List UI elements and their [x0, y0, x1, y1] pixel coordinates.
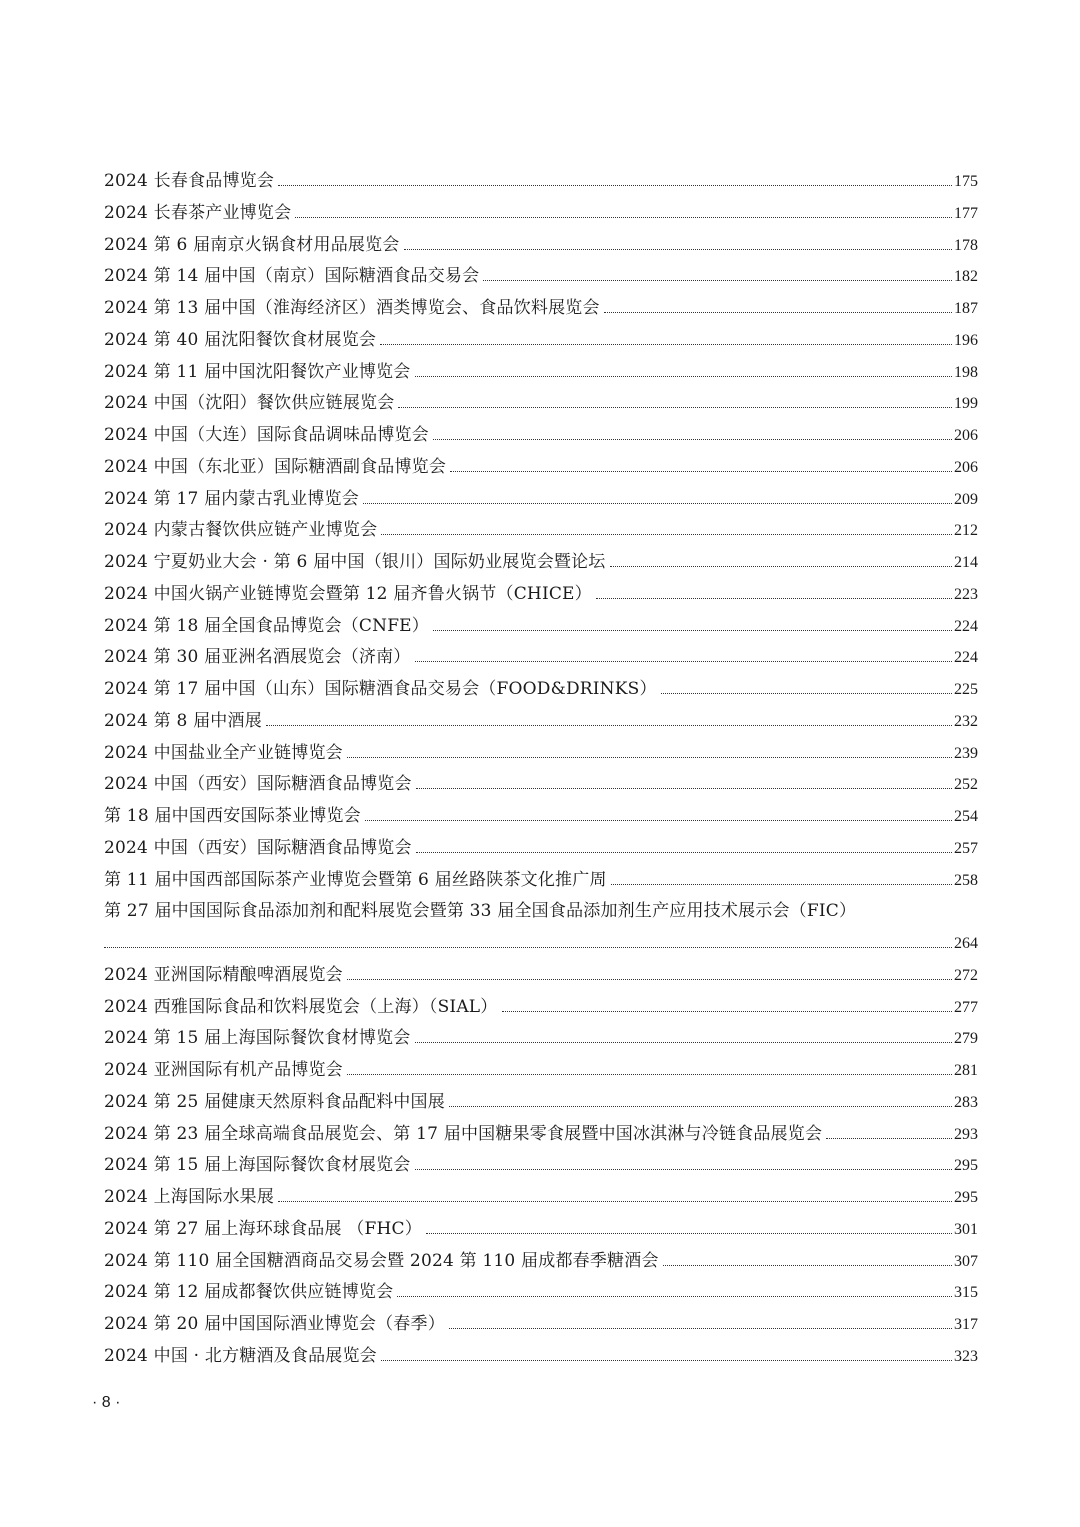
toc-entry-page: 283: [954, 1093, 978, 1111]
toc-entry[interactable]: [104, 801, 978, 833]
toc-entry-page: 196: [954, 331, 978, 349]
toc-entry-page: 224: [954, 617, 978, 635]
toc-entry[interactable]: [104, 960, 978, 992]
toc-entry-title: 2024 亚洲国际精酿啤酒展览会: [104, 964, 343, 985]
toc-entry-title: 2024 中国（西安）国际糖酒食品博览会: [104, 837, 412, 858]
toc-entry-title: 2024 中国盐业全产业链博览会: [104, 742, 343, 763]
toc-entry-page: 206: [954, 458, 978, 476]
toc-entry-title: 2024 第 15 届上海国际餐饮食材展览会: [104, 1155, 411, 1176]
dot-leader: [415, 1041, 952, 1043]
toc-entry[interactable]: [104, 579, 978, 611]
dot-leader: [365, 819, 952, 821]
toc-entry-page: 178: [954, 236, 978, 254]
dot-leader: [381, 533, 952, 535]
toc-entry[interactable]: [104, 420, 978, 452]
toc-entry-page: 223: [954, 585, 978, 603]
toc-entry-title: 2024 第 14 届中国（南京）国际糖酒食品交易会: [104, 266, 480, 287]
dot-leader: [433, 629, 952, 631]
toc-entry[interactable]: [104, 198, 978, 230]
toc-entry-page: 177: [954, 204, 978, 222]
toc-entry[interactable]: [104, 674, 978, 706]
toc-entry[interactable]: [104, 1341, 978, 1373]
toc-entry-title: 第 11 届中国西部国际茶产业博览会暨第 6 届丝路陕茶文化推广周: [104, 869, 607, 890]
toc-entry-page: 232: [954, 712, 978, 730]
toc-entry-title: 2024 第 27 届上海环球食品展 （FHC）: [104, 1218, 422, 1239]
toc-entry[interactable]: [104, 230, 978, 262]
toc-entry[interactable]: [104, 261, 978, 293]
toc-entry-title: 2024 第 6 届南京火锅食材用品展览会: [104, 234, 400, 255]
toc-entry-page: 187: [954, 300, 978, 317]
dot-leader: [416, 787, 952, 789]
toc-entry-long[interactable]: [104, 896, 978, 960]
toc-entry[interactable]: [104, 865, 978, 897]
toc-entry[interactable]: [104, 1055, 978, 1087]
toc-entry-page: 295: [954, 1189, 978, 1206]
toc-entry-title: 2024 第 40 届沈阳餐饮食材展览会: [104, 329, 377, 350]
dot-leader: [415, 660, 952, 662]
table-of-contents: [104, 166, 978, 1373]
dot-leader: [610, 565, 952, 567]
toc-entry[interactable]: [104, 992, 978, 1024]
toc-entry-page: 212: [954, 522, 978, 540]
toc-entry-title: 2024 第 18 届全国食品博览会（CNFE）: [104, 615, 429, 636]
dot-leader: [415, 375, 952, 377]
toc-entry[interactable]: [104, 1087, 978, 1119]
toc-entry-title: 2024 中国（沈阳）餐饮供应链展览会: [104, 393, 395, 414]
dot-leader: [278, 184, 952, 186]
dot-leader: [433, 438, 952, 440]
toc-entry-page: 315: [954, 1284, 978, 1302]
toc-entry-page: 272: [954, 966, 978, 984]
toc-entry[interactable]: [104, 1309, 978, 1341]
toc-entry[interactable]: [104, 515, 978, 547]
toc-entry-title: 2024 中国 · 北方糖酒及食品展览会: [104, 1345, 377, 1366]
toc-entry-page: 182: [954, 268, 978, 286]
dot-leader: [450, 470, 952, 472]
dot-leader: [381, 1359, 952, 1361]
toc-entry-page: 301: [954, 1220, 978, 1238]
toc-entry-title: 2024 第 25 届健康天然原料食品配料中国展: [104, 1091, 445, 1112]
page-number: · 8 ·: [92, 1394, 121, 1411]
toc-entry[interactable]: [104, 293, 978, 325]
toc-entry-title: 2024 中国（西安）国际糖酒食品博览会: [104, 774, 412, 795]
toc-entry[interactable]: [104, 452, 978, 484]
toc-entry-title: 2024 内蒙古餐饮供应链产业博览会: [104, 520, 378, 541]
toc-entry[interactable]: [104, 325, 978, 357]
toc-entry[interactable]: [104, 1277, 978, 1309]
dot-leader: [404, 248, 953, 250]
toc-entry-title: 2024 上海国际水果展: [104, 1187, 275, 1207]
toc-entry-page: 198: [954, 363, 978, 381]
dot-leader: [398, 406, 952, 408]
dot-leader: [826, 1137, 952, 1139]
dot-leader: [661, 692, 952, 694]
toc-entry-title: 2024 第 20 届中国国际酒业博览会（春季）: [104, 1314, 445, 1334]
toc-entry-page: 293: [954, 1125, 978, 1143]
dot-leader: [104, 946, 952, 948]
toc-entry-page: 264: [954, 935, 978, 952]
dot-leader: [347, 756, 952, 758]
toc-entry-page: 258: [954, 871, 978, 889]
dot-leader: [449, 1327, 952, 1329]
toc-entry-page: 209: [954, 490, 978, 508]
toc-entry-page: 277: [954, 998, 978, 1016]
toc-entry-page: 295: [954, 1157, 978, 1175]
toc-entry-page: 323: [954, 1347, 978, 1365]
toc-entry[interactable]: [104, 547, 978, 579]
toc-entry[interactable]: [104, 833, 978, 865]
toc-entry-title: 2024 第 8 届中酒展: [104, 710, 262, 731]
toc-entry-title: 2024 西雅国际食品和饮料展览会（上海）（SIAL）: [104, 996, 498, 1017]
dot-leader: [483, 279, 952, 281]
toc-entry[interactable]: [104, 484, 978, 516]
toc-entry-title: 2024 长春茶产业博览会: [104, 202, 292, 223]
toc-entry[interactable]: [104, 1119, 978, 1151]
toc-group: [104, 960, 978, 1373]
dot-leader: [426, 1232, 952, 1234]
toc-entry-title: 2024 宁夏奶业大会 · 第 6 届中国（银川）国际奶业展览会暨论坛: [104, 552, 606, 572]
toc-entry-title: 2024 亚洲国际有机产品博览会: [104, 1060, 343, 1080]
toc-entry-title: 2024 第 23 届全球高端食品展览会、第 17 届中国糖果零食展暨中国冰淇淋与冷链食品展览会: [104, 1123, 823, 1144]
toc-entry[interactable]: [104, 1150, 978, 1182]
toc-entry-page: 307: [954, 1252, 978, 1270]
toc-entry-page: 225: [954, 681, 978, 698]
toc-entry-page: 254: [954, 808, 978, 825]
toc-entry-title: 第 18 届中国西安国际茶业博览会: [104, 806, 361, 826]
toc-entry[interactable]: [104, 1214, 978, 1246]
toc-entry-page: 206: [954, 427, 978, 444]
dot-leader: [502, 1010, 953, 1012]
dot-leader: [295, 216, 952, 218]
dot-leader: [347, 1073, 952, 1075]
toc-entry[interactable]: [104, 706, 978, 738]
dot-leader: [611, 883, 952, 885]
toc-entry-page: 239: [954, 744, 978, 762]
toc-entry[interactable]: [104, 1246, 978, 1278]
toc-entry-page: 214: [954, 554, 978, 571]
toc-entry[interactable]: [104, 769, 978, 801]
dot-leader: [266, 724, 952, 726]
toc-entry-page: 252: [954, 776, 978, 794]
toc-entry-page: 257: [954, 839, 978, 857]
dot-leader: [596, 597, 952, 599]
dot-leader: [380, 343, 952, 345]
dot-leader: [416, 851, 952, 853]
dot-leader: [415, 1168, 952, 1170]
toc-entry-title: 2024 第 12 届成都餐饮供应链博览会: [104, 1282, 394, 1303]
toc-entry[interactable]: [104, 738, 978, 770]
toc-entry-page: 175: [954, 173, 978, 190]
toc-entry-title: 2024 中国（大连）国际食品调味品博览会: [104, 425, 429, 445]
toc-entry-title: 2024 第 13 届中国（淮海经济区）酒类博览会、食品饮料展览会: [104, 298, 600, 318]
toc-entry-title: 2024 长春食品博览会: [104, 171, 275, 191]
toc-entry-title: 第 27 届中国国际食品添加剂和配料展览会暨第 33 届全国食品添加剂生产应用技术展示会（FIC）: [104, 901, 857, 922]
toc-entry-page: 224: [954, 649, 978, 667]
toc-entry-page: 281: [954, 1062, 978, 1079]
dot-leader: [663, 1264, 952, 1266]
toc-entry[interactable]: [104, 1023, 978, 1055]
toc-entry[interactable]: [104, 388, 978, 420]
toc-entry-title: 2024 中国火锅产业链博览会暨第 12 届齐鲁火锅节（CHICE）: [104, 583, 592, 604]
dot-leader: [449, 1105, 952, 1107]
dot-leader: [347, 978, 952, 980]
toc-entry-continuation: [104, 928, 978, 960]
toc-entry[interactable]: [104, 166, 978, 198]
dot-leader: [604, 311, 952, 313]
toc-entry-title: 2024 第 17 届中国（山东）国际糖酒食品交易会（FOOD&DRINKS）: [104, 679, 657, 699]
toc-entry-title: 2024 第 30 届亚洲名酒展览会（济南）: [104, 647, 411, 668]
toc-entry-page: 279: [954, 1030, 978, 1048]
toc-entry-title: 2024 第 110 届全国糖酒商品交易会暨 2024 第 110 届成都春季糖酒会: [104, 1250, 659, 1271]
toc-entry[interactable]: [104, 642, 978, 674]
dot-leader: [278, 1200, 952, 1202]
toc-entry-page: 199: [954, 395, 978, 413]
toc-entry-title: 2024 中国（东北亚）国际糖酒副食品博览会: [104, 456, 447, 477]
toc-entry-title: 2024 第 17 届内蒙古乳业博览会: [104, 488, 359, 509]
dot-leader: [397, 1295, 952, 1297]
toc-entry-title: 2024 第 15 届上海国际餐饮食材博览会: [104, 1028, 411, 1049]
toc-group: [104, 166, 978, 896]
toc-entry-title: 2024 第 11 届中国沈阳餐饮产业博览会: [104, 361, 411, 382]
toc-entry-page: 317: [954, 1316, 978, 1333]
toc-entry[interactable]: [104, 357, 978, 389]
toc-entry[interactable]: [104, 1182, 978, 1214]
toc-entry[interactable]: [104, 611, 978, 643]
dot-leader: [363, 502, 952, 504]
